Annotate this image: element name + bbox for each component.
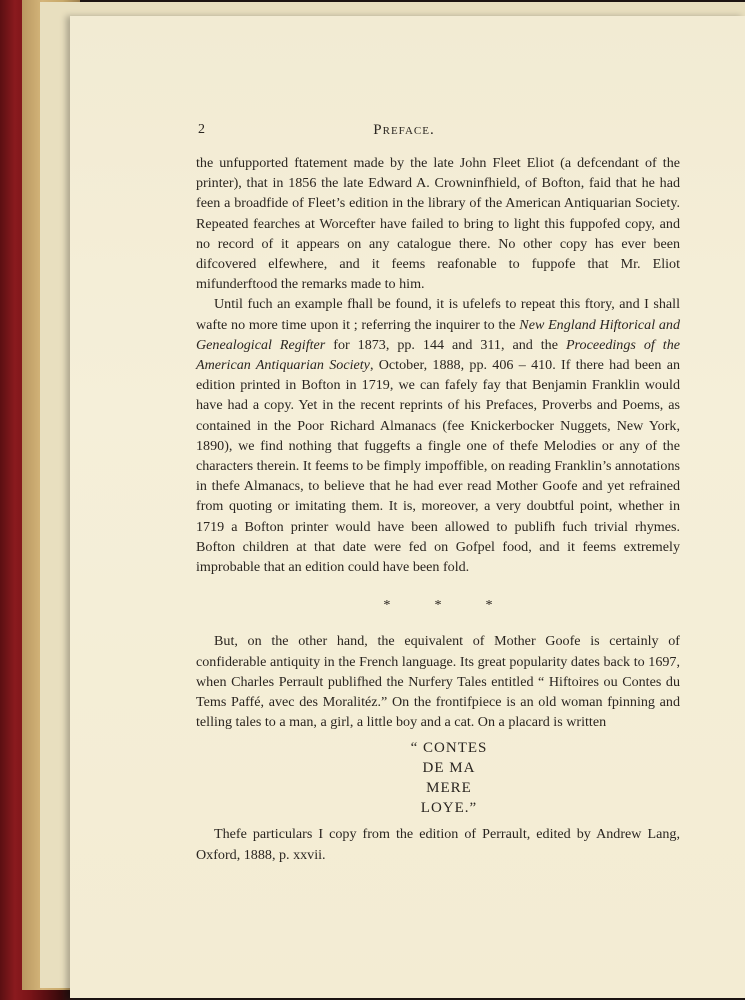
proceedings-title: Proceedings of the American Antiquarian Society <box>196 336 680 374</box>
paragraph-4: Thefe particulars I copy from the edition of Perrault, edited by Andrew Lang, Oxford, 1888, p. xxvii. <box>196 826 680 863</box>
page-body <box>196 153 680 865</box>
register-title: New England Hiftorical and Genealogical Regifter <box>196 316 681 353</box>
verse-line: MERE <box>426 780 472 797</box>
page-number: 2 <box>198 122 205 137</box>
running-head: Preface. <box>373 122 435 138</box>
verse-line: DE MA <box>422 760 476 777</box>
asterisk: * <box>485 597 493 614</box>
placard-verse <box>196 738 680 818</box>
verse-line: “ CONTES <box>410 740 488 757</box>
paragraph-1: the unfupported ftatement made by the late John Fleet Eliot (a defcendant of the printer), that in 1856 the late Edward A. Crowninfhield, of Bofton, faid that he had feen a broadfide of Fleet’s edition in the library of the American Antiquarian Society. Repeated fearches at Worcefter have failed to bring to light this fuppofed copy, and no record of it appears on any catalogue there. No other copy has ever been difcovered elfewhere, and it feems reafonable to fuppofe that Mr. Eliot mifunderftood the remarks made to him. <box>196 155 680 293</box>
section-break <box>196 595 680 615</box>
paragraph-2-text-a: Until fuch an example fhall be found, it is ufelefs to repeat this ftory, and I shall wafte no more time upon it ; referring the inquirer to the <box>196 296 680 333</box>
paragraph-3: But, on the other hand, the equivalent of Mother Goofe is certainly of confiderable antiquity in the French language. Its great popularity dates back to 1697, when Charles Perrault publifhed the Nurfery Tales entitled “ Hiftoires ou Contes du Tems Paffé, avec des Moralitéz.” On the frontifpiece is an old woman fpinning and telling tales to a man, a girl, a little boy and a cat. On a placard is written <box>196 633 680 731</box>
verse-line: LOYE.” <box>420 800 478 817</box>
paragraph-2-text-e: , October, 1888, pp. 406 – 410. If there had been an edition printed in Bofton in 1719, we can fafely fay that Benjamin Franklin would have had a copy. Yet in the recent reprints of his Prefaces, Proverbs and Poems, as contained in the Poor Richard Almanacs (fee Knickerbocker Nuggets, New York, 1890), we find nothing that fuggefts a fingle one of thefe Melodies or any of the characters therein. It feems to be fimply impoffible, on reading Franklin’s annotations in thefe Almanacs, to believe that he had ever read Mother Goofe and yet refrained from quoting or imitating them. It is, moreover, a very doubtful point, whether in 1719 a Bofton printer would have been allowed to publifh fuch trivial rhymes. Bofton children at that date were fed on Gofpel food, and it feems extremely improbable that an edition could have been fold. <box>196 357 680 576</box>
page-header <box>128 122 680 142</box>
asterisk: * <box>434 597 442 614</box>
paragraph-2 <box>196 294 680 577</box>
asterisk: * <box>383 597 391 614</box>
paragraph-2-text-c: for 1873, pp. 144 and 311, and the <box>325 336 566 353</box>
